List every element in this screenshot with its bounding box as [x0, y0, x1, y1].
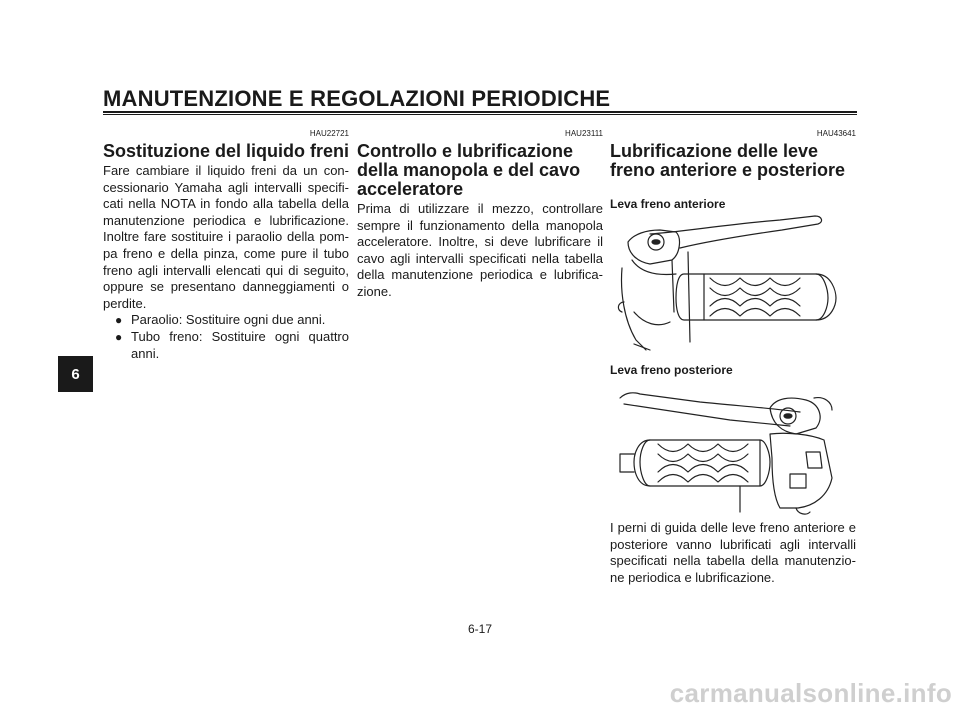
- rear-lever-label: Leva freno posteriore: [610, 363, 733, 377]
- section-code: HAU22721: [309, 129, 349, 138]
- front-lever-label: Leva freno anteriore: [610, 197, 726, 211]
- header-rule: [103, 111, 857, 115]
- section-body-throttle: Prima di utilizzare il mezzo, controllare sempre il funzionamento della manopola acceleratore. Inoltre, si deve lubrificare il cavo agli intervalli specificati nella tabella della manutenzione periodica e lubrifica-zione.: [357, 201, 603, 299]
- section-heading-throttle: Controllo e lubrificazione della manopola e del cavo acceleratore: [357, 141, 581, 199]
- page-header-title: MANUTENZIONE E REGOLAZIONI PERIODICHE: [103, 86, 611, 111]
- section-code: HAU23111: [565, 129, 603, 138]
- watermark: carmanualsonline.info: [669, 678, 952, 708]
- page-number: 6-17: [467, 622, 493, 636]
- front-brake-lever-illustration: [610, 212, 856, 354]
- section-body-brake-levers: I perni di guida delle leve freno anteriore e posteriore vanno lubrificati agli intervalli specificati nella tabella della manutenzio-ne periodica e lubrificazione.: [610, 520, 856, 585]
- section-heading-brake-fluid: Sostituzione del liquido freni: [103, 141, 349, 161]
- rear-brake-lever-illustration: [610, 378, 856, 518]
- column-brake-fluid: [103, 128, 349, 362]
- column-brake-levers: [610, 128, 856, 586]
- bullet-item: ● Tubo freno: Sostituire ogni quattro anni.: [103, 329, 349, 362]
- section-body-brake-fluid: Fare cambiare il liquido freni da un con-cessionario Yamaha agli intervalli specifi-cati nella NOTA in fondo alla tabella della manutenzione periodica e lubrificazione. Inoltre fare sostituire i paraolio della pom-pa freno e della pinza, come pure il tubo freno agli intervalli elencati qui di seguito, oppure se presentano danneggiamenti o perdite.: [103, 163, 349, 311]
- section-code: HAU43641: [816, 129, 856, 138]
- section-heading-brake-levers: Lubrificazione delle leve freno anteriore e posteriore: [610, 141, 846, 180]
- bullet-list: [103, 312, 349, 362]
- column-throttle: [357, 128, 603, 301]
- bullet-item: ● Paraolio: Sostituire ogni due anni.: [103, 312, 349, 329]
- chapter-tab: 6: [58, 356, 93, 392]
